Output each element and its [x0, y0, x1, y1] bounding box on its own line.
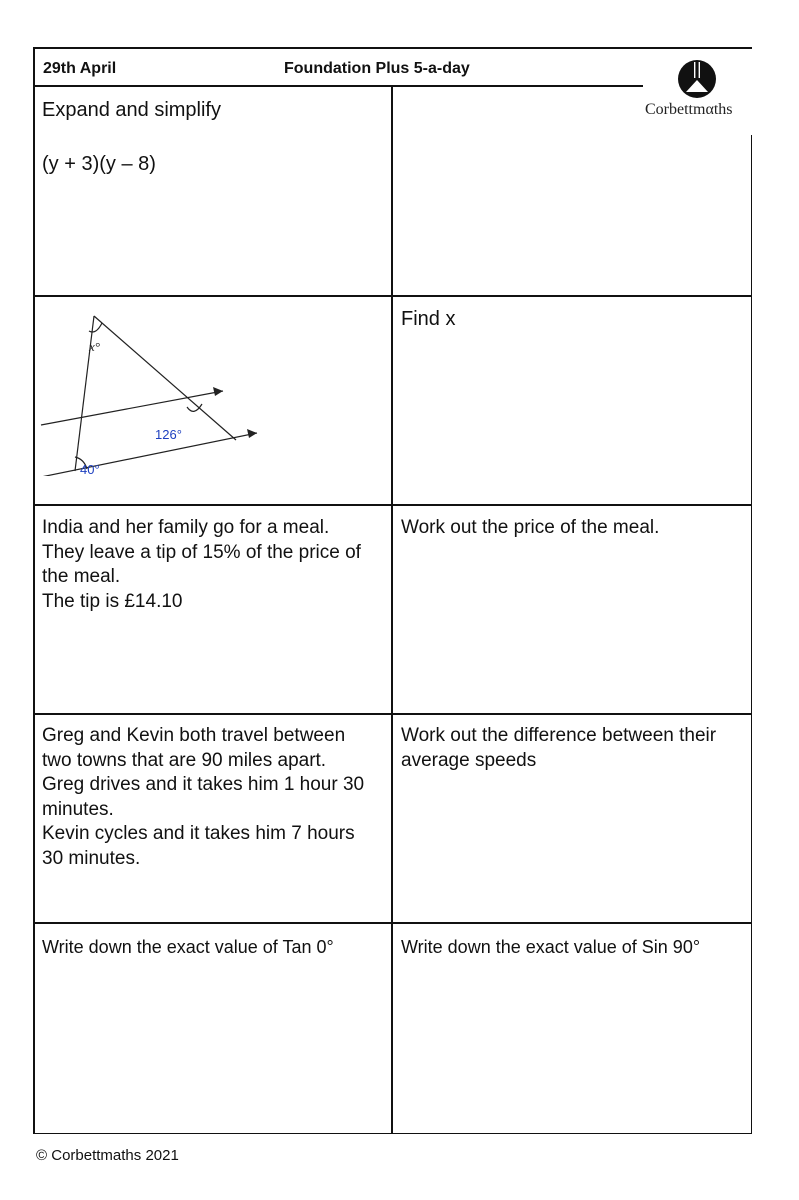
angle-arc-126 [187, 404, 202, 411]
q3-line: The tip is £14.10 [42, 590, 183, 612]
label-40: 40° [80, 462, 100, 476]
q5-left: Write down the exact value of Tan 0° [42, 937, 334, 957]
footer [36, 1147, 179, 1164]
row-divider [33, 504, 752, 506]
q3-line: They leave a tip of 15% of the price of [42, 541, 361, 563]
q3-question [42, 516, 382, 614]
label-126: 126° [155, 427, 182, 442]
worksheet [33, 47, 752, 1134]
q4-question [42, 724, 382, 871]
q4-line: 30 minutes. [42, 847, 141, 869]
q4-line: two towns that are 90 miles apart. [42, 749, 327, 771]
triangle-parallel-lines-diagram [39, 301, 279, 476]
q4-line: Greg drives and it takes him 1 hour 30 [42, 774, 365, 795]
angle-arc-x [89, 323, 102, 332]
row-divider [33, 713, 752, 715]
copyright-icon: © [36, 1147, 48, 1164]
footer-text: Corbettmaths 2021 [51, 1147, 179, 1164]
q4-task-line: Work out the difference between their [401, 725, 717, 746]
q5-right: Write down the exact value of Sin 90° [401, 937, 701, 957]
q3-line: India and her family go for a meal. [42, 517, 330, 538]
row-divider [33, 295, 752, 297]
label-x-angle: x° [89, 339, 100, 354]
question-grid [33, 86, 752, 1134]
logo-text: Corbettmαths [645, 101, 733, 118]
q4-task-line: average speeds [401, 749, 537, 771]
triangle-side-right [94, 316, 236, 440]
arrow-head-upper [213, 387, 223, 396]
worksheet-date: 29th April [43, 60, 117, 77]
q2-prompt: Find x [401, 308, 456, 330]
row-divider [33, 922, 752, 924]
q4-line: minutes. [42, 798, 114, 820]
worksheet-title: Foundation Plus 5-a-day [284, 60, 470, 77]
parallel-line-upper [41, 391, 223, 425]
column-divider [391, 86, 393, 1134]
border-top [33, 47, 752, 49]
q3-line: the meal. [42, 566, 121, 587]
q4-line: Greg and Kevin both travel between [42, 725, 346, 746]
q3-task: Work out the price of the meal. [401, 517, 660, 538]
q4-line: Kevin cycles and it takes him 7 hours [42, 823, 355, 844]
parallel-line-lower [41, 433, 257, 476]
q1-expression: (y + 3)(y – 8) [42, 153, 156, 175]
q1-instruction: Expand and simplify [42, 99, 221, 121]
arrow-head-lower [247, 429, 257, 438]
q4-task [401, 724, 745, 773]
